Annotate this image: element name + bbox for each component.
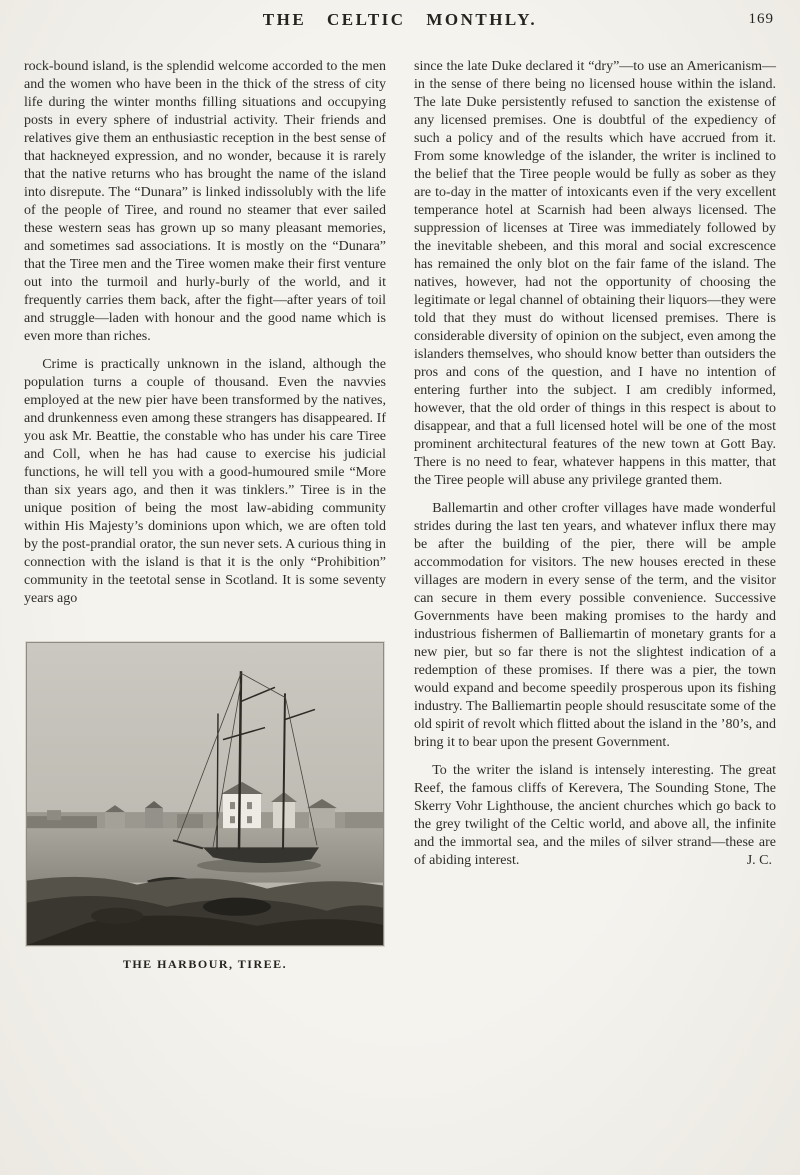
paragraph-continuation: since the late Duke declared it “dry”—to use an Americanism—in the sense of there being no licensed house within the island. The late Duke persistently refused to sanction the existense of any licensed premises. One is doubtful of the expediency of such a policy and of the results which have accrued from it. From some knowledge of the islander, the writer is inclined to the belief that the Tiree people would be fully as sober as they are to-day in the matter of intoxicants even if the very excellent temperance hotel at Scarnish had been always licensed. The suppression of licenses at Tiree was immediately followed by the inevitable shebeen, and this moral and social excrescence has remained the only blot on the fair fame of the island. The natives, however, had not the opportunity of choosing the legitimate or legal channel of obtaining their liquors—they were told that they must do without licensed premises. There is considerable diversity of opinion on the subject, even among the islanders themselves, who should know better than outsiders the pros and cons of the question, and I have no intention of entering further into the subject. I am credibly informed, however, that the old order of things in this respect is about to disappear, and that a full licensed hotel will be one of the most prominent architectural features of the new town at Gott Bay. There is no need to fear, whatever happens in this matter, that the Tiree people will abuse any privilege granted them. — [414, 59, 776, 488]
harbour-photo-figure — [24, 642, 386, 973]
right-column — [414, 58, 776, 973]
harbour-water — [27, 828, 383, 882]
page-header — [24, 10, 776, 36]
left-column — [24, 58, 386, 973]
photo-caption: THE HARBOUR, TIREE. — [122, 957, 288, 971]
paragraph-continuation: rock-bound island, is the splendid welcome accorded to the men and the women who have been in the thick of the stress of city life during the winter months filling situations and occupying posts in every sphere of industrial activity. Their friends and relatives give them an enthusiastic reception in the best sense of that hackneyed expression, and no wonder, because it is rarely that the native returns who has brought the name of the island into disrepute. The “Dunara” is linked indissolubly with the life of the people of Tiree, and round no steamer that ever sailed these western seas has grown up so many pleasant memories, and sometimes sad associations. It is mostly on the “Dunara” that the Tiree men and the Tiree women make their first venture out into the turmoil and hurly-burly of the world, and it frequently carries them back, after the fight—after years of toil and struggle—laden with honour and the good name which is even more than riches. — [24, 59, 386, 344]
paragraph: Ballemartin and other crofter villages have made wonderful strides during the last ten years, and whatever influx there may be after the building of the pier, there will be ample accommodation for visitors. The new houses erected in these villages are modern in every sense of the term, and the visitor can secure in them every possible convenience. Successive Governments have been making promises to the hardy and industrious fishermen of Balliemartin of monetary grants for a new pier, but so far there is not the slightest indication of a redemption of these promises. If there was a pier, the town would expand and become speedily prosperous upon its fishing industry. The Balliemartin people should resuscitate some of the old spirit of revolt which flitted about the island in the ’80’s, and bring it to bear upon the present Government. — [414, 501, 776, 750]
harbour-photograph — [26, 642, 384, 946]
paragraph: Crime is practically unknown in the island, although the population turns a couple of thousand. Even the navvies employed at the new pier have been transformed by the natives, and drunkenness even among these strangers has disappeared. If you ask Mr. Beattie, the constable who has under his care Tiree and Coll, when he has had cause to exercise his judicial functions, he will tell you with a good-humoured smile “More than six years ago, and then it was tinklers.” Tiree is in the unique position of being the most law-abiding community within His Majesty’s dominions upon which, we are often told by the post-prandial orator, the sun never sets. A curious thing in connection with the island is that it is the only “Prohibition” community in the teetotal sense in Scotland. It is some seventy years ago — [24, 357, 386, 606]
harbour-photo-illustration — [27, 643, 383, 945]
foreground-shore — [27, 877, 383, 945]
author-initials: J. C. — [746, 853, 772, 868]
page-title: THE CELTIC MONTHLY. — [262, 10, 538, 29]
paragraph: To the writer the island is intensely interesting. The great Reef, the famous cliffs of Kerevera, The Sounding Stone, The Skerry Vohr Lighthouse, the ancient churches which go back to the grey twilight of the Celtic world, and above all, the infinite and the immortal sea, and the miles of silver strand—these are of abiding interest. — [414, 763, 776, 868]
two-column-layout — [24, 58, 776, 973]
page-number: 169 — [748, 11, 774, 27]
